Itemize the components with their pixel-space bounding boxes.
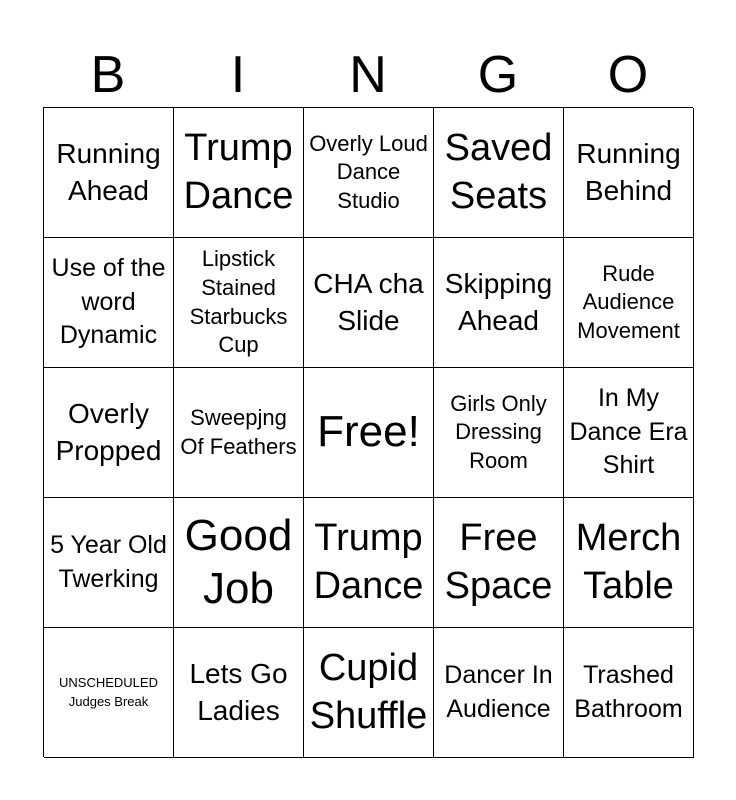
bingo-cell[interactable] bbox=[304, 238, 434, 368]
bingo-cell-text: Running Behind bbox=[576, 138, 681, 206]
bingo-cell[interactable] bbox=[44, 238, 174, 368]
bingo-cell[interactable] bbox=[44, 498, 174, 628]
bingo-cell[interactable] bbox=[304, 368, 434, 498]
bingo-cell[interactable] bbox=[564, 498, 694, 628]
bingo-cell-text: Girls Only Dressing Room bbox=[450, 390, 547, 473]
bingo-cell-text: Sweepjng Of Feathers bbox=[180, 404, 297, 459]
bingo-cell-text: Merch Table bbox=[575, 517, 682, 607]
bingo-cell[interactable] bbox=[174, 368, 304, 498]
bingo-cell-text: Trump Dance bbox=[313, 517, 424, 607]
bingo-cell-text: Overly Propped bbox=[55, 398, 162, 466]
bingo-cell[interactable] bbox=[174, 628, 304, 758]
bingo-cell[interactable] bbox=[304, 498, 434, 628]
bingo-cell[interactable] bbox=[434, 238, 564, 368]
bingo-cell[interactable] bbox=[434, 108, 564, 238]
bingo-cell[interactable] bbox=[304, 108, 434, 238]
bingo-cell[interactable] bbox=[44, 108, 174, 238]
bingo-cell[interactable] bbox=[434, 498, 564, 628]
bingo-cell[interactable] bbox=[174, 498, 304, 628]
bingo-cell-text: Trump Dance bbox=[183, 127, 294, 217]
bingo-cell[interactable] bbox=[564, 238, 694, 368]
bingo-cell-text: Rude Audience Movement bbox=[577, 260, 680, 343]
bingo-cell-text: Lipstick Stained Starbucks Cup bbox=[189, 246, 288, 358]
bingo-cell-text: Lets Go Ladies bbox=[189, 658, 288, 726]
bingo-cell[interactable] bbox=[174, 238, 304, 368]
header-letter-i: I bbox=[230, 46, 246, 104]
header-letter-n: N bbox=[349, 46, 387, 104]
bingo-cell-text: 5 Year Old Twerking bbox=[50, 530, 167, 593]
bingo-cell-text: Free! bbox=[317, 407, 420, 457]
header-letter-b: B bbox=[90, 46, 126, 104]
bingo-header bbox=[43, 42, 693, 108]
bingo-cell-text: Running Ahead bbox=[56, 138, 161, 206]
header-letter-g: G bbox=[477, 46, 519, 104]
bingo-cell-text: Cupid Shuffle bbox=[309, 647, 428, 737]
bingo-cell[interactable] bbox=[434, 628, 564, 758]
bingo-cell[interactable] bbox=[564, 628, 694, 758]
bingo-cell-text: CHA cha Slide bbox=[313, 268, 424, 336]
bingo-cell-text: Overly Loud Dance Studio bbox=[309, 130, 428, 213]
bingo-cell-text: Good Job bbox=[184, 510, 293, 613]
bingo-cell[interactable] bbox=[44, 368, 174, 498]
bingo-cell[interactable] bbox=[434, 368, 564, 498]
header-letter-o: O bbox=[607, 46, 649, 104]
bingo-cell-text: In My Dance Era Shirt bbox=[569, 383, 688, 480]
bingo-cell-text: UNSCHEDULED Judges Break bbox=[59, 675, 158, 709]
bingo-cell[interactable] bbox=[174, 108, 304, 238]
bingo-cell-text: Dancer In Audience bbox=[444, 660, 553, 723]
bingo-cell-text: Free Space bbox=[444, 517, 553, 607]
bingo-cell-text: Trashed Bathroom bbox=[574, 660, 683, 723]
bingo-cell[interactable] bbox=[564, 108, 694, 238]
bingo-grid bbox=[43, 107, 693, 757]
bingo-cell-text: Saved Seats bbox=[444, 127, 553, 217]
bingo-cell[interactable] bbox=[304, 628, 434, 758]
bingo-cell[interactable] bbox=[564, 368, 694, 498]
bingo-cell[interactable] bbox=[44, 628, 174, 758]
bingo-cell-text: Use of the word Dynamic bbox=[51, 253, 166, 350]
bingo-cell-text: Skipping Ahead bbox=[444, 268, 553, 336]
